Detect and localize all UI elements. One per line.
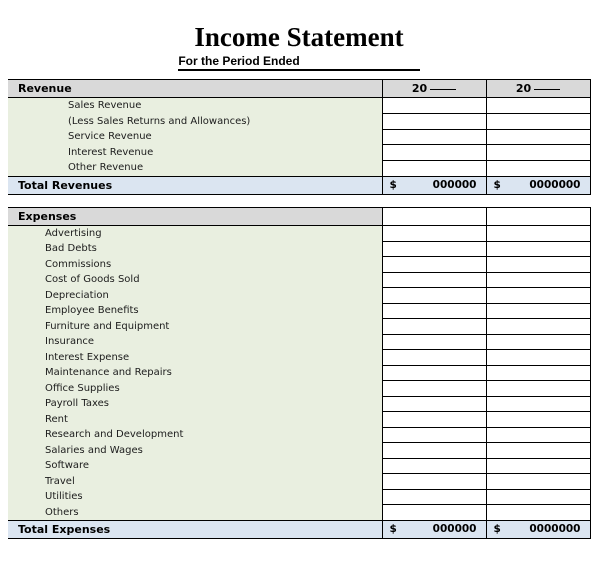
amount-cell[interactable]	[382, 319, 486, 335]
amount-cell[interactable]	[382, 288, 486, 304]
row-label: Advertising	[8, 225, 382, 241]
amount-cell[interactable]	[382, 350, 486, 366]
amount-cell[interactable]	[382, 365, 486, 381]
row-label: Bad Debts	[8, 241, 382, 257]
currency-sign: $	[389, 523, 397, 535]
table-row	[8, 365, 590, 381]
row-label: Travel	[8, 474, 382, 490]
period-fill-blank[interactable]	[300, 64, 420, 65]
total-amount-cell[interactable]	[382, 176, 486, 194]
currency-sign: $	[389, 178, 397, 191]
total-expenses-row	[8, 521, 590, 539]
row-label: Research and Development	[8, 427, 382, 443]
row-label: Rent	[8, 412, 382, 428]
page-title: Income Statement	[194, 22, 404, 52]
amount-cell[interactable]	[486, 505, 590, 521]
row-label: Other Revenue	[8, 160, 382, 176]
amount-cell[interactable]	[382, 272, 486, 288]
table-row	[8, 225, 590, 241]
amount-cell[interactable]	[486, 272, 590, 288]
row-label: Office Supplies	[8, 381, 382, 397]
amount-cell[interactable]	[382, 160, 486, 176]
row-label: Others	[8, 505, 382, 521]
amount-cell[interactable]	[486, 303, 590, 319]
year-header-cell[interactable]	[382, 80, 486, 98]
amount-cell[interactable]	[486, 145, 590, 161]
amount-cell[interactable]	[382, 241, 486, 257]
amount-cell[interactable]	[382, 458, 486, 474]
revenue-section-header: Revenue	[8, 80, 382, 98]
table-row	[8, 412, 590, 428]
amount-cell[interactable]	[486, 427, 590, 443]
amount-cell[interactable]	[486, 257, 590, 273]
amount-cell[interactable]	[486, 365, 590, 381]
row-label: Cost of Goods Sold	[8, 272, 382, 288]
table-row	[8, 505, 590, 521]
table-row	[8, 489, 590, 505]
row-label: Interest Expense	[8, 350, 382, 366]
table-row	[8, 257, 590, 273]
amount-cell[interactable]	[382, 505, 486, 521]
row-label: Furniture and Equipment	[8, 319, 382, 335]
table-row	[8, 381, 590, 397]
total-amount-cell[interactable]	[382, 521, 486, 539]
table-row	[8, 427, 590, 443]
year-label: 20	[515, 82, 532, 95]
amount-cell[interactable]	[382, 98, 486, 114]
table-row	[8, 303, 590, 319]
row-label: Interest Revenue	[8, 145, 382, 161]
amount-cell[interactable]	[382, 207, 486, 225]
row-label: Payroll Taxes	[8, 396, 382, 412]
table-row	[8, 241, 590, 257]
currency-sign: $	[493, 178, 501, 191]
amount-cell[interactable]	[382, 303, 486, 319]
amount-cell[interactable]	[486, 241, 590, 257]
row-label: Commissions	[8, 257, 382, 273]
amount-cell[interactable]	[486, 207, 590, 225]
total-expenses-label: Total Expenses	[8, 521, 382, 539]
amount-cell[interactable]	[486, 412, 590, 428]
amount-cell[interactable]	[382, 129, 486, 145]
amount-cell[interactable]	[382, 334, 486, 350]
amount-cell[interactable]	[486, 160, 590, 176]
amount-cell[interactable]	[486, 114, 590, 130]
amount-cell[interactable]	[382, 396, 486, 412]
amount-cell[interactable]	[382, 381, 486, 397]
revenue-table	[8, 79, 591, 195]
amount-cell[interactable]	[382, 443, 486, 459]
amount-cell[interactable]	[486, 474, 590, 490]
expenses-section-header: Expenses	[8, 207, 382, 225]
table-row	[8, 288, 590, 304]
row-label: Employee Benefits	[8, 303, 382, 319]
row-label: Sales Revenue	[8, 98, 382, 114]
table-row	[8, 114, 590, 130]
amount-cell[interactable]	[486, 489, 590, 505]
amount-cell[interactable]	[486, 334, 590, 350]
section-gap	[8, 195, 590, 207]
table-row	[8, 98, 590, 114]
amount-cell[interactable]	[486, 381, 590, 397]
amount-cell[interactable]	[382, 489, 486, 505]
table-row	[8, 145, 590, 161]
amount-cell[interactable]	[382, 474, 486, 490]
subtitle	[178, 54, 419, 71]
table-row	[8, 129, 590, 145]
row-label: Maintenance and Repairs	[8, 365, 382, 381]
total-value: 0000000	[529, 178, 581, 191]
table-row	[8, 272, 590, 288]
table-row	[8, 458, 590, 474]
amount-cell[interactable]	[382, 225, 486, 241]
amount-cell[interactable]	[382, 145, 486, 161]
year-blank-line	[534, 89, 560, 90]
year-header-cell[interactable]	[486, 80, 590, 98]
row-label: Salaries and Wages	[8, 443, 382, 459]
subtitle-text: For the Period Ended	[178, 54, 300, 68]
currency-sign: $	[493, 523, 501, 535]
amount-cell[interactable]	[486, 443, 590, 459]
table-row	[8, 334, 590, 350]
total-amount-cell[interactable]	[486, 521, 590, 539]
table-row	[8, 474, 590, 490]
revenue-header-row	[8, 80, 590, 98]
amount-cell[interactable]	[486, 288, 590, 304]
amount-cell[interactable]	[486, 319, 590, 335]
row-label: Software	[8, 458, 382, 474]
amount-cell[interactable]	[382, 412, 486, 428]
table-row	[8, 319, 590, 335]
row-label: Depreciation	[8, 288, 382, 304]
amount-cell[interactable]	[382, 257, 486, 273]
total-revenues-label: Total Revenues	[8, 176, 382, 194]
year-blank-line	[430, 89, 456, 90]
total-value: 000000	[432, 178, 477, 191]
row-label: (Less Sales Returns and Allowances)	[8, 114, 382, 130]
amount-cell[interactable]	[486, 129, 590, 145]
row-label: Service Revenue	[8, 129, 382, 145]
amount-cell[interactable]	[486, 396, 590, 412]
total-value: 000000	[432, 523, 477, 535]
amount-cell[interactable]	[382, 427, 486, 443]
row-label: Utilities	[8, 489, 382, 505]
table-row	[8, 160, 590, 176]
amount-cell[interactable]	[486, 350, 590, 366]
total-value: 0000000	[529, 523, 581, 535]
expenses-table	[8, 207, 591, 540]
amount-cell[interactable]	[486, 98, 590, 114]
table-row	[8, 443, 590, 459]
table-row	[8, 350, 590, 366]
table-row	[8, 396, 590, 412]
total-amount-cell[interactable]	[486, 176, 590, 194]
amount-cell[interactable]	[382, 114, 486, 130]
year-label: 20	[411, 82, 428, 95]
amount-cell[interactable]	[486, 225, 590, 241]
row-label: Insurance	[8, 334, 382, 350]
expenses-header-row	[8, 207, 590, 225]
amount-cell[interactable]	[486, 458, 590, 474]
total-revenues-row	[8, 176, 590, 194]
